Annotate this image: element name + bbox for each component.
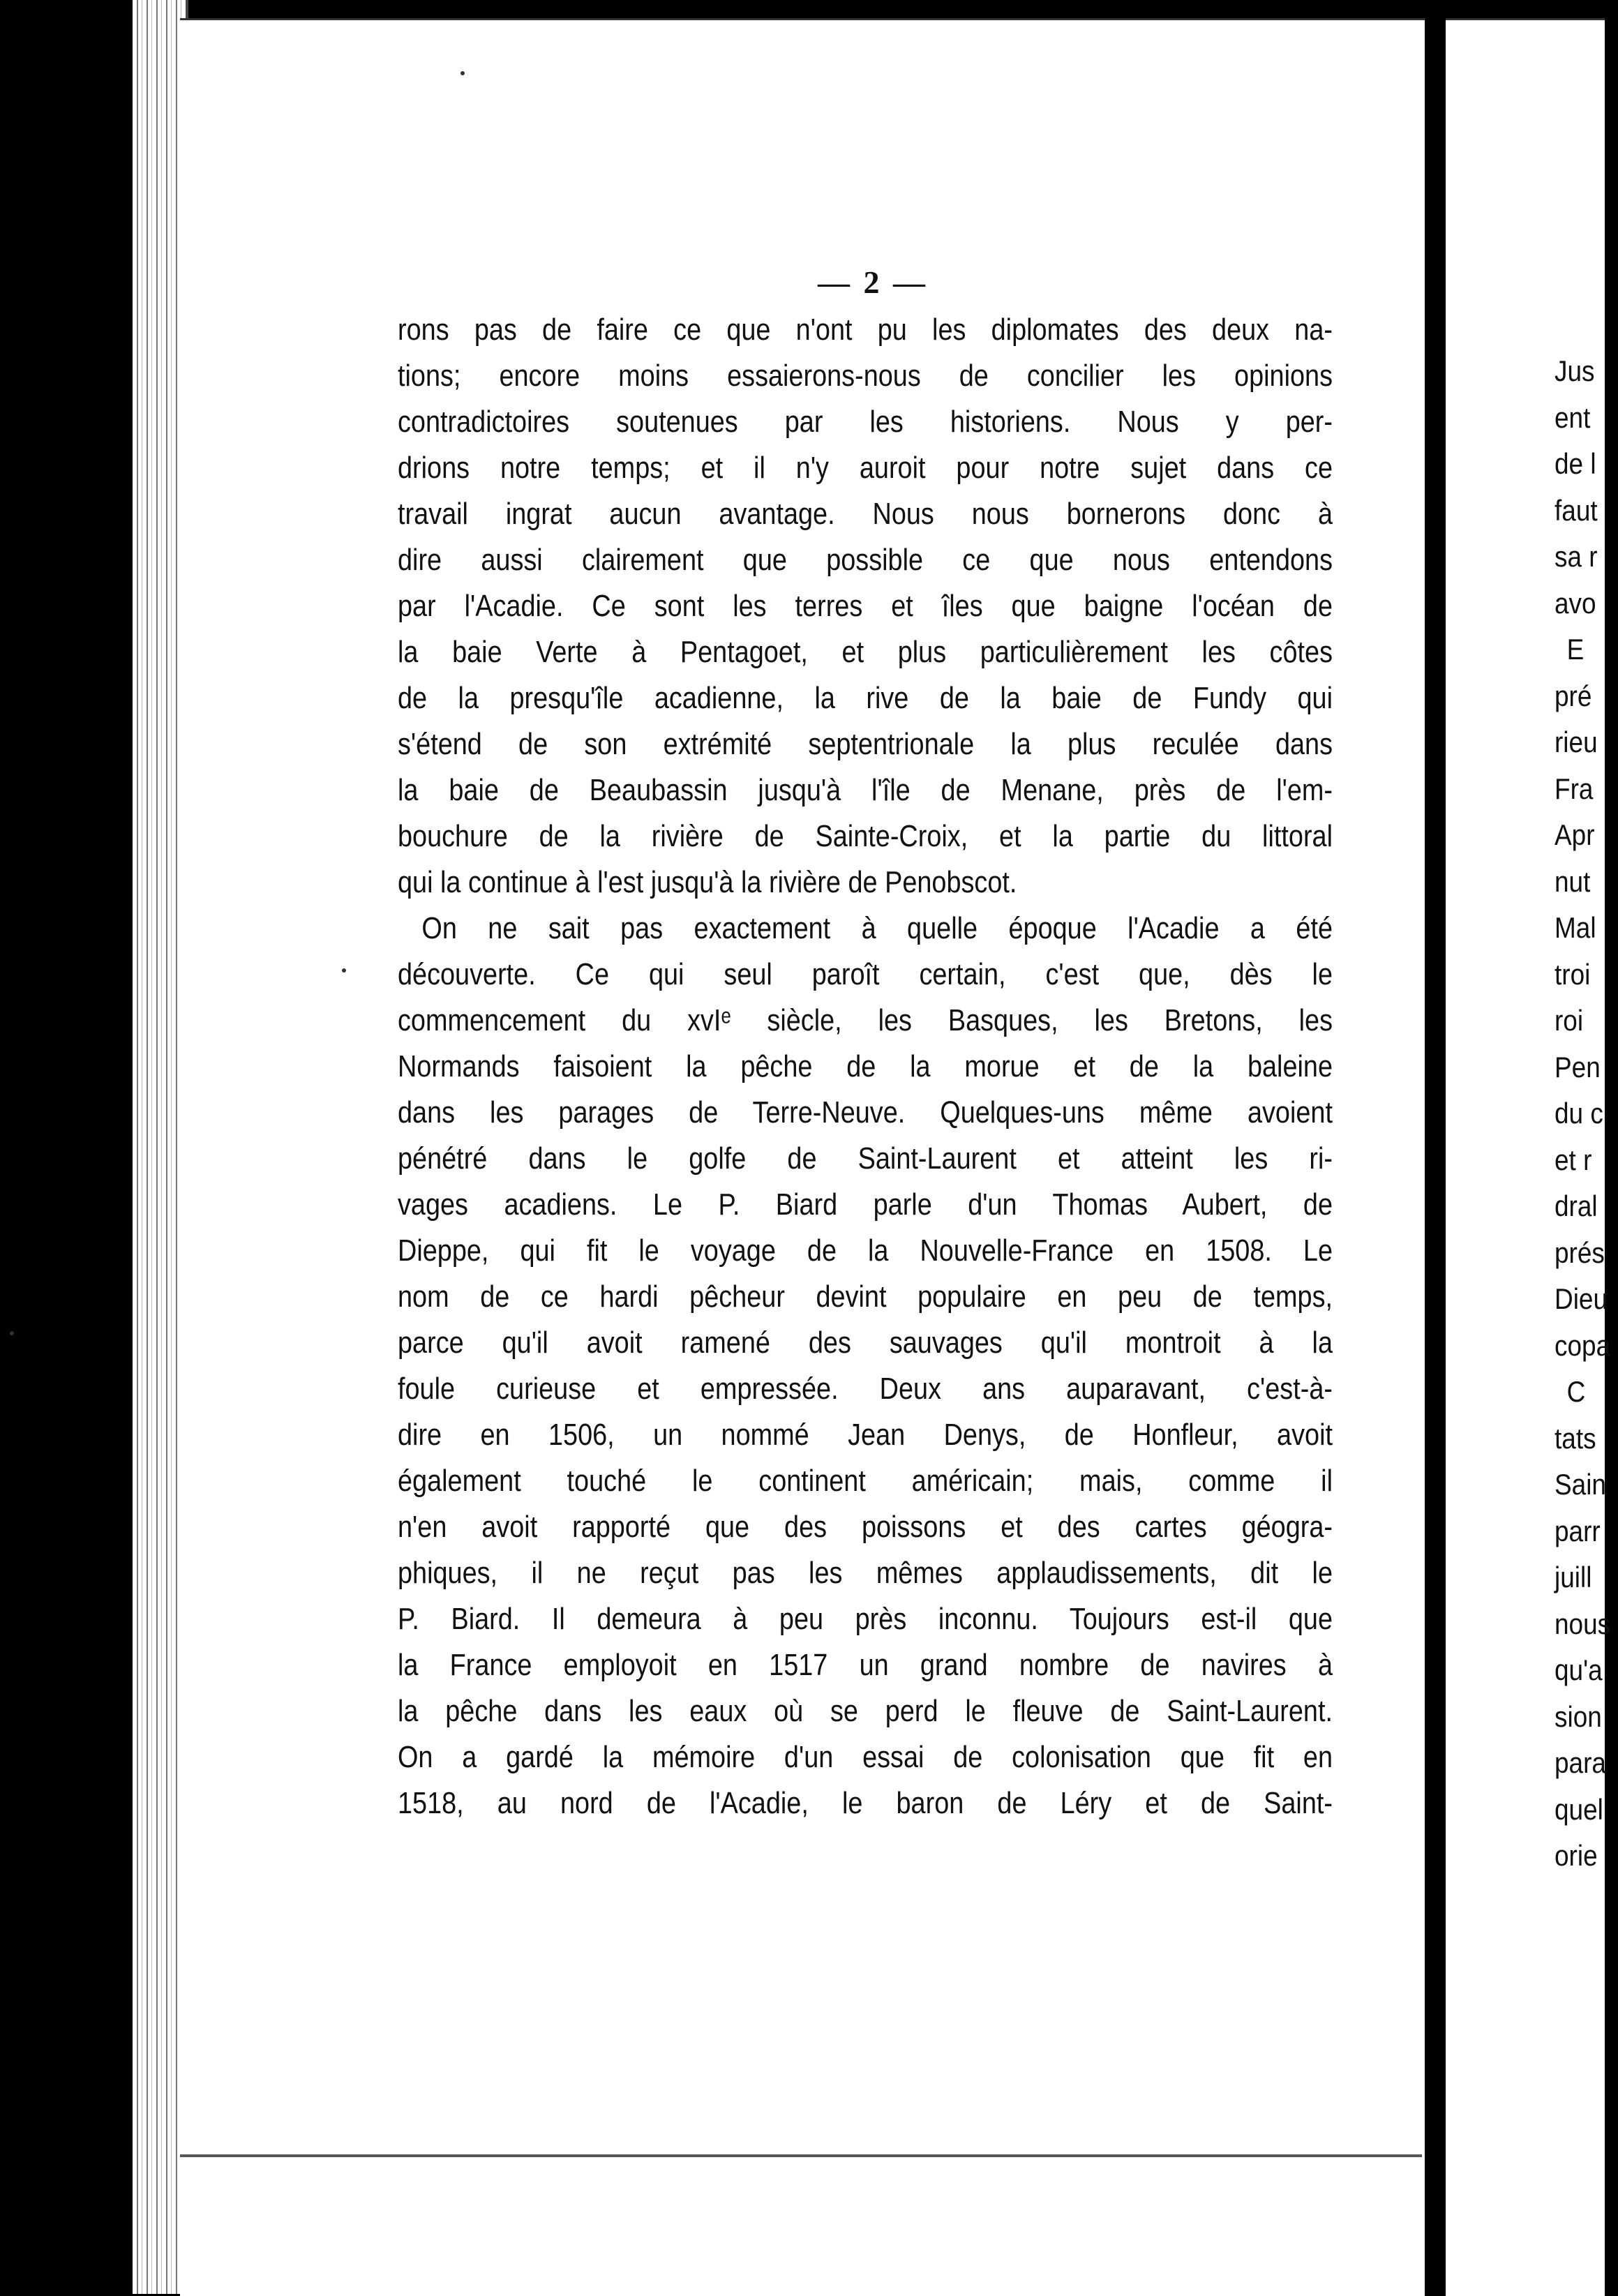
- right-page-line: Pen: [1555, 1050, 1601, 1083]
- right-page-text: [1555, 348, 1618, 1879]
- text-line: dire en 1506, un nommé Jean Denys, de Honfleur, avoit: [398, 1418, 1333, 1452]
- text-line: 1518, au nord de l'Acadie, le baron de Léry et de Saint-: [398, 1786, 1333, 1820]
- text-line: On ne sait pas exactement à quelle époque l'Acadie a été: [421, 911, 1333, 945]
- right-page-line: nut: [1555, 864, 1591, 898]
- text-line: Dieppe, qui fit le voyage de la Nouvelle-France en 1508. Le: [398, 1233, 1333, 1268]
- right-page-line: sa r: [1555, 540, 1598, 573]
- text-line: découverte. Ce qui seul paroît certain, c'est que, dès le: [398, 957, 1333, 991]
- right-page-line: prés: [1555, 1236, 1605, 1269]
- page-number: — 2 —: [818, 264, 928, 300]
- right-page-line: dral: [1555, 1190, 1598, 1222]
- scan-speck: [460, 71, 465, 75]
- text-line: par l'Acadie. Ce sont les terres et îles que baigne l'océan de: [398, 589, 1333, 623]
- right-page-line: et r: [1555, 1143, 1592, 1176]
- right-page-line: ent: [1555, 400, 1591, 434]
- text-line: P. Biard. Il demeura à peu près inconnu. Toujours est-il que: [398, 1602, 1333, 1636]
- text-line: commencement du xvIᵉ siècle, les Basques, les Bretons, les: [398, 1003, 1333, 1037]
- right-page: [1446, 18, 1611, 2296]
- right-page-line: roi: [1555, 1004, 1584, 1037]
- text-line: la baie de Beaubassin jusqu'à l'île de Menane, près de l'em-: [398, 773, 1333, 807]
- right-page-line: parr: [1555, 1514, 1601, 1547]
- right-page-line: Jus: [1555, 354, 1595, 387]
- scan-speck: [342, 968, 346, 973]
- text-line: contradictoires soutenues par les historiens. Nous y per-: [398, 405, 1333, 439]
- right-page-line: sion: [1555, 1700, 1602, 1733]
- text-line: la baie Verte à Pentagoet, et plus particulièrement les côtes: [398, 635, 1333, 669]
- right-page-line: qu'a: [1555, 1653, 1603, 1686]
- right-page-line: Sain: [1555, 1468, 1606, 1501]
- text-line: Normands faisoient la pêche de la morue et de la baleine: [398, 1049, 1333, 1083]
- text-line: s'étend de son extrémité septentrionale la plus reculée dans: [398, 727, 1333, 761]
- text-line: nom de ce hardi pêcheur devint populaire en peu de temps,: [398, 1280, 1333, 1314]
- text-line: foule curieuse et empressée. Deux ans auparavant, c'est-à-: [398, 1372, 1333, 1406]
- right-page-line: copa: [1555, 1328, 1611, 1362]
- page-bottom-edge: [180, 2154, 1422, 2157]
- right-page-line: Dieu: [1555, 1282, 1608, 1315]
- text-line: n'en avoit rapporté que des poissons et des cartes géogra-: [398, 1510, 1333, 1544]
- right-page-line: quel: [1555, 1792, 1603, 1826]
- text-line: qui la continue à l'est jusqu'à la rivière de Penobscot.: [398, 865, 1017, 899]
- text-line: également touché le continent américain; mais, comme il: [398, 1464, 1333, 1498]
- right-page-line: faut: [1555, 493, 1598, 527]
- text-line: bouchure de la rivière de Sainte-Croix, et la partie du littoral: [398, 819, 1333, 853]
- right-page-line: pré: [1555, 679, 1592, 712]
- paragraph-2: [398, 906, 1333, 1826]
- body-text: [398, 307, 1333, 1826]
- text-line: la France employoit en 1517 un grand nombre de navires à: [398, 1648, 1333, 1682]
- right-page-line: rieu: [1555, 726, 1598, 758]
- text-line: vages acadiens. Le P. Biard parle d'un Thomas Aubert, de: [398, 1187, 1333, 1222]
- right-page-line: Fra: [1555, 772, 1594, 805]
- right-page-line: Apr: [1555, 818, 1595, 851]
- text-line: dans les parages de Terre-Neuve. Quelques-uns même avoient: [398, 1095, 1333, 1130]
- right-page-line: para: [1555, 1746, 1606, 1779]
- right-page-line: C: [1566, 1375, 1586, 1408]
- text-line: travail ingrat aucun avantage. Nous nous bornerons donc à: [398, 497, 1333, 531]
- right-page-line: orie: [1555, 1839, 1598, 1872]
- right-page-line: E: [1566, 633, 1585, 666]
- right-page-line: Mal: [1555, 911, 1596, 944]
- text-line: parce qu'il avoit ramené des sauvages qu'il montroit à la: [398, 1326, 1333, 1360]
- right-page-line: de l: [1555, 447, 1596, 480]
- text-line: rons pas de faire ce que n'ont pu les diplomates des deux na-: [398, 313, 1333, 347]
- right-page-line: troi: [1555, 957, 1591, 991]
- scan-speck: [10, 1331, 14, 1335]
- text-line: de la presqu'île acadienne, la rive de la baie de Fundy qui: [398, 681, 1333, 715]
- text-line: phiques, il ne reçut pas les mêmes applaudissements, dit le: [398, 1556, 1333, 1590]
- right-page-line: tats: [1555, 1421, 1596, 1455]
- text-line: la pêche dans les eaux où se perd le fleuve de Saint-Laurent.: [398, 1694, 1333, 1728]
- right-page-line: du c: [1555, 1097, 1603, 1130]
- right-page-line: nous: [1555, 1607, 1611, 1640]
- paragraph-1: [398, 307, 1333, 906]
- text-line: On a gardé la mémoire d'un essai de colonisation que fit en: [398, 1740, 1333, 1774]
- right-page-line: avo: [1555, 586, 1596, 620]
- text-line: pénétré dans le golfe de Saint-Laurent et atteint les ri-: [398, 1141, 1333, 1176]
- text-line: drions notre temps; et il n'y auroit pour notre sujet dans ce: [398, 451, 1333, 485]
- text-line: dire aussi clairement que possible ce que nous entendons: [398, 543, 1333, 577]
- text-line: tions; encore moins essaierons-nous de concilier les opinions: [398, 359, 1333, 393]
- right-page-line: juill: [1555, 1561, 1592, 1593]
